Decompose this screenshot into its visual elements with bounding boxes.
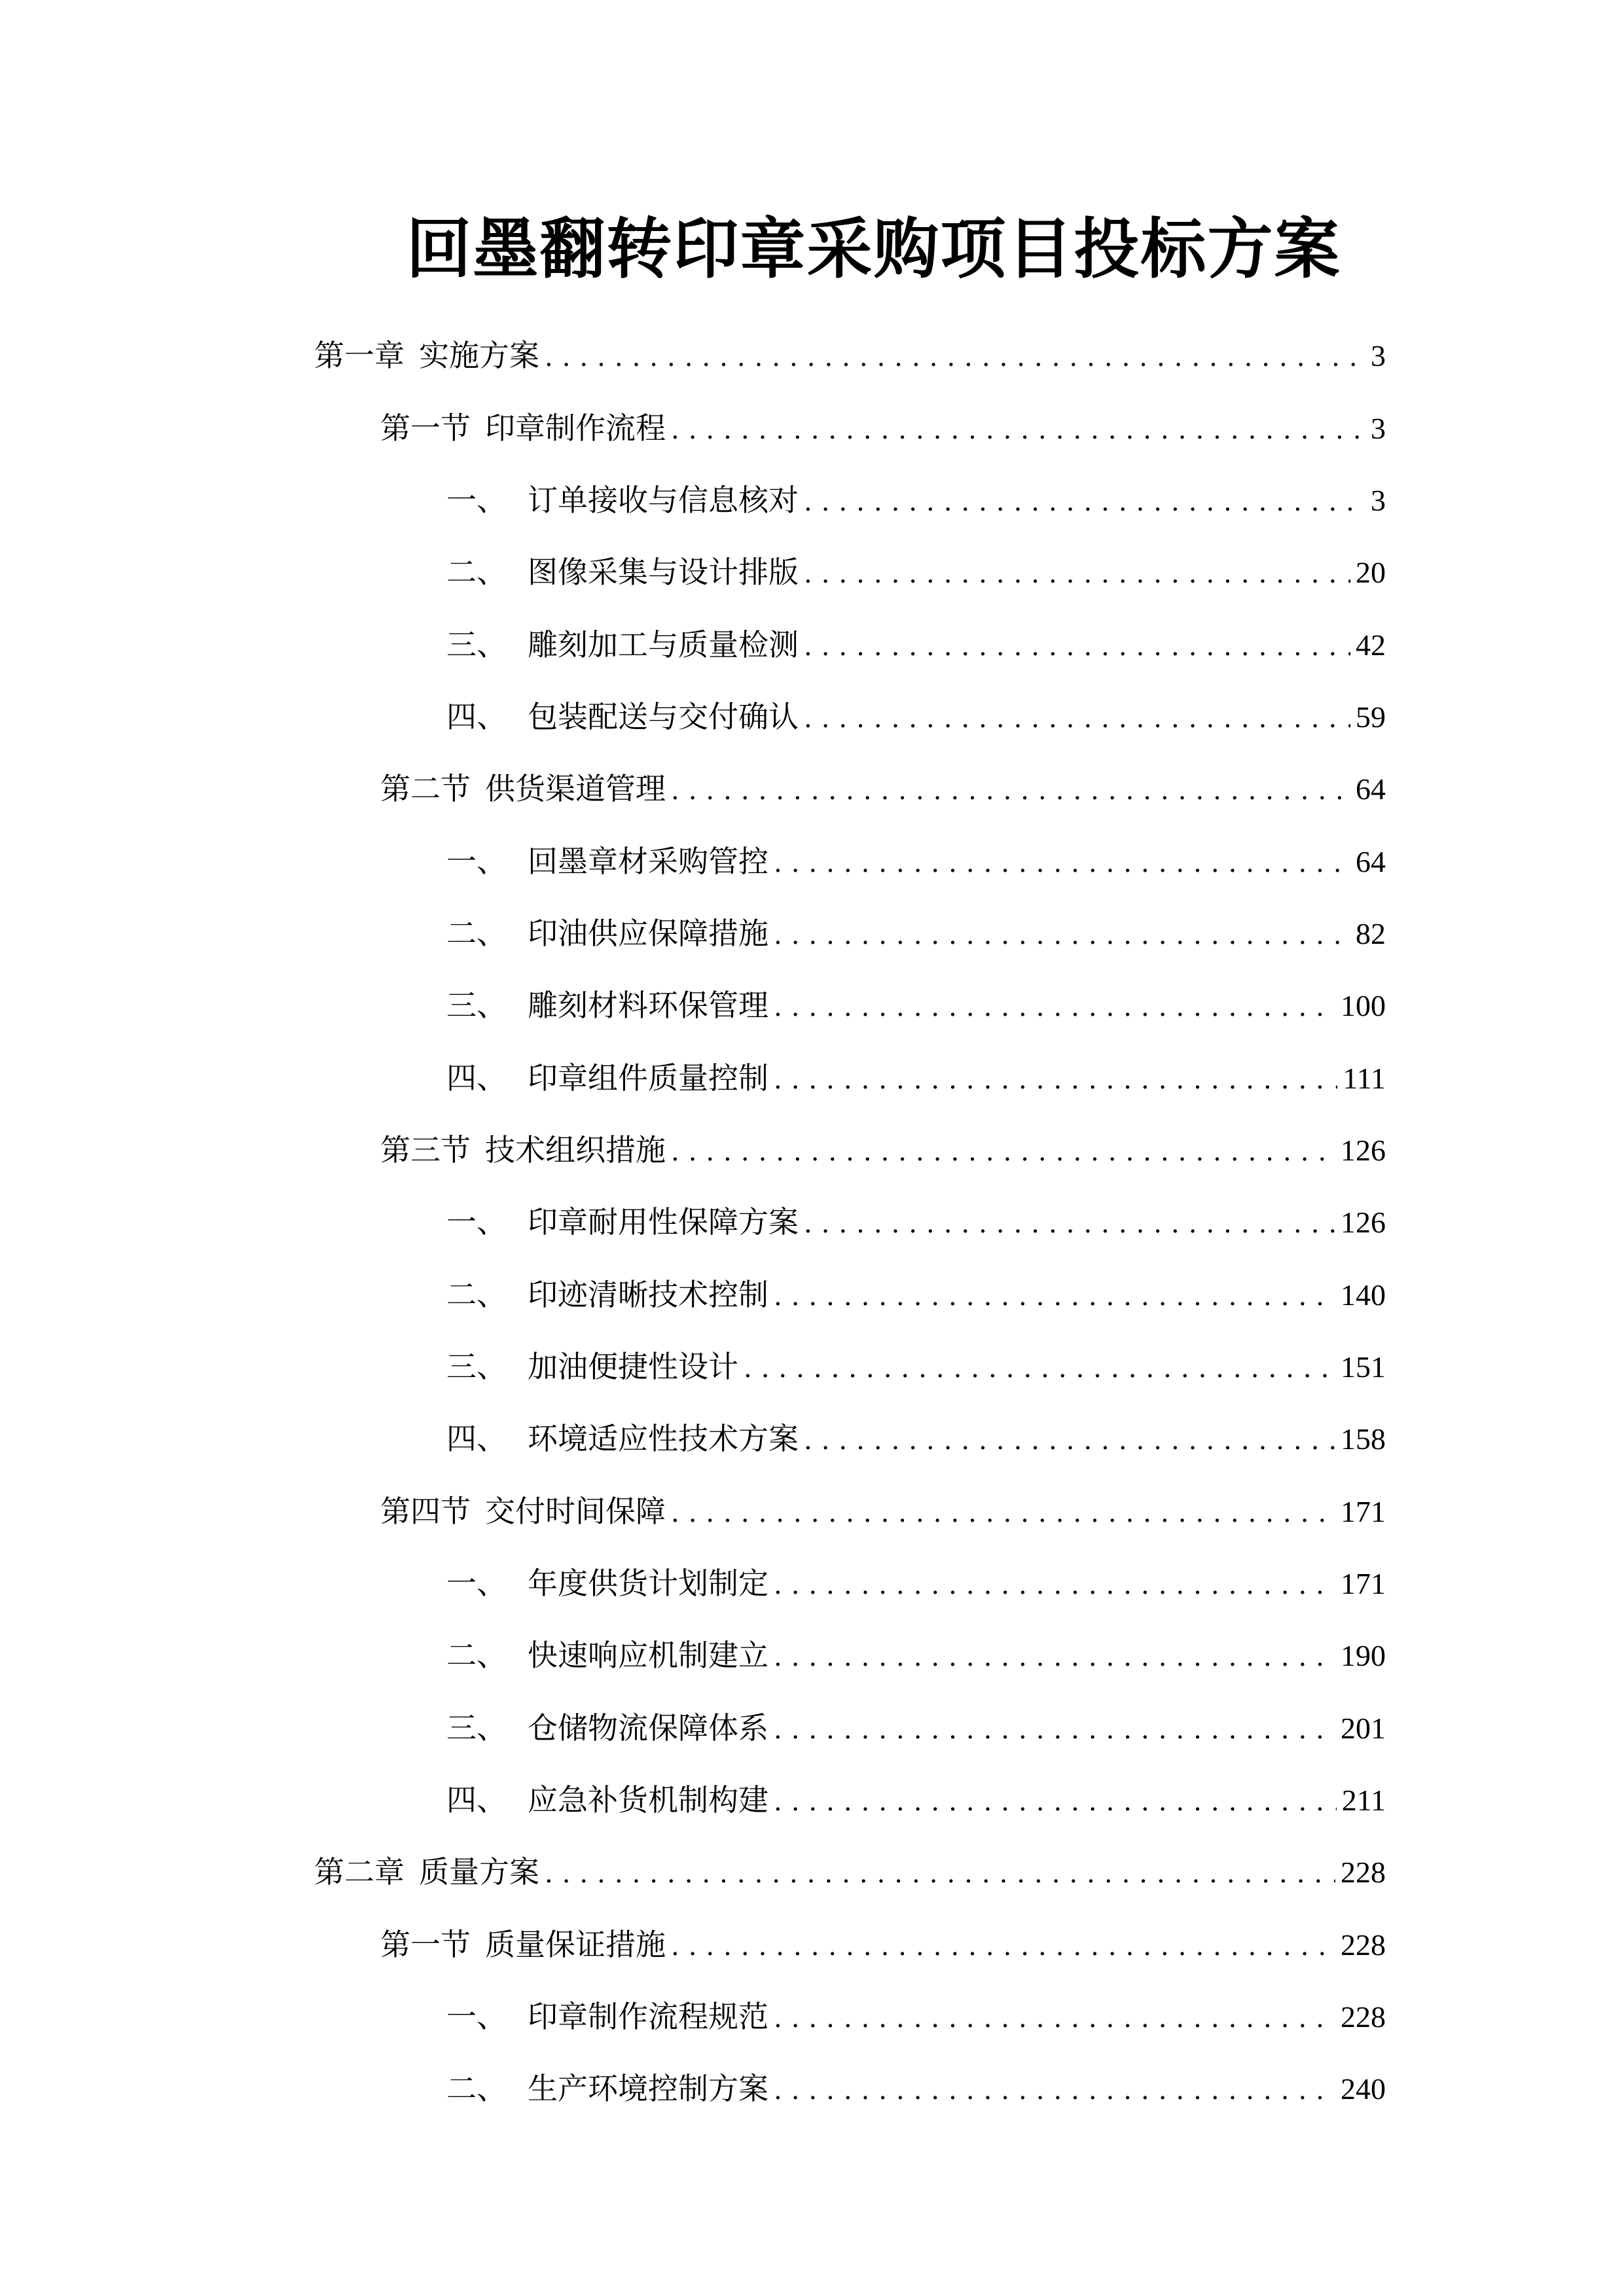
- dot-leader: [774, 848, 1350, 878]
- toc-entry-number: 三、: [446, 626, 507, 662]
- toc-subsection-entry[interactable]: [0, 1762, 1624, 1834]
- toc-entry-content: [446, 1415, 1386, 1458]
- toc-entry-page: 190: [1341, 1639, 1386, 1673]
- toc-entry-page: 171: [1341, 1567, 1386, 1601]
- toc-section-entry[interactable]: [0, 1473, 1624, 1545]
- toc-entry-number: 一、: [446, 843, 507, 879]
- toc-entry-label: 包装配送与交付确认: [528, 698, 799, 734]
- dot-leader: [545, 342, 1365, 372]
- toc-entry-number: 第二节: [380, 771, 471, 807]
- toc-entry-page: 64: [1356, 844, 1386, 878]
- toc-entry-page: 3: [1371, 339, 1386, 373]
- toc-entry-content: [446, 838, 1386, 881]
- dot-leader: [774, 1282, 1335, 1312]
- toc-entry-content: [446, 693, 1386, 736]
- toc-section-entry[interactable]: [0, 751, 1624, 823]
- toc-entry-number: 第一章: [314, 338, 405, 374]
- dot-leader: [744, 1354, 1335, 1384]
- toc-entry-page: 100: [1341, 989, 1386, 1023]
- toc-entry-number: 三、: [446, 988, 507, 1024]
- toc-entry-label: 环境适应性技术方案: [528, 1421, 799, 1457]
- toc-entry-number: 二、: [446, 1276, 507, 1312]
- toc-entry-content: [446, 1054, 1386, 1098]
- toc-section-entry[interactable]: [0, 1907, 1624, 1979]
- toc-entry-number: 第三节: [380, 1132, 471, 1168]
- toc-entry-page: 82: [1356, 916, 1386, 950]
- toc-entry-label: 印迹清晰技术控制: [528, 1276, 768, 1312]
- dot-leader: [804, 487, 1365, 517]
- toc-entry-page: 201: [1341, 1711, 1386, 1745]
- toc-entry-content: [446, 982, 1386, 1025]
- toc-entry-content: [380, 1126, 1386, 1170]
- toc-entry-label: 技术组织措施: [485, 1132, 666, 1168]
- toc-entry-page: 228: [1341, 2000, 1386, 2034]
- toc-entry-content: [446, 2065, 1386, 2108]
- dot-leader: [774, 1642, 1335, 1672]
- toc-entry-number: 一、: [446, 1566, 507, 1602]
- toc-entry-number: 第一节: [380, 410, 471, 446]
- toc-entry-content: [446, 1343, 1386, 1386]
- toc-subsection-entry[interactable]: [0, 1184, 1624, 1256]
- toc-subsection-entry[interactable]: [0, 2051, 1624, 2123]
- toc-subsection-entry[interactable]: [0, 534, 1624, 606]
- toc-entry-page: 158: [1341, 1422, 1386, 1456]
- toc-entry-number: 四、: [446, 1421, 507, 1457]
- toc-entry-number: 第一节: [380, 1926, 471, 1962]
- dot-leader: [774, 1787, 1337, 1817]
- dot-leader: [671, 776, 1350, 806]
- toc-entry-number: 四、: [446, 1060, 507, 1096]
- toc-entry-number: 三、: [446, 1348, 507, 1384]
- toc-entry-content: [446, 910, 1386, 953]
- toc-entry-number: 二、: [446, 1638, 507, 1674]
- dot-leader: [804, 632, 1350, 662]
- toc-subsection-entry[interactable]: [0, 1039, 1624, 1111]
- toc-entry-page: 20: [1356, 556, 1386, 590]
- dot-leader: [804, 704, 1350, 734]
- document-title: 回墨翻转印章采购项目投标方案: [406, 210, 1341, 287]
- toc-entry-label: 仓储物流保障体系: [528, 1710, 768, 1746]
- toc-entry-page: 228: [1341, 1856, 1386, 1890]
- toc-chapter-entry[interactable]: [0, 1834, 1624, 1906]
- toc-entry-page: 3: [1371, 411, 1386, 445]
- dot-leader: [774, 1715, 1335, 1745]
- toc-entry-content: [380, 1921, 1386, 1964]
- toc-entry-number: 四、: [446, 1782, 507, 1818]
- dot-leader: [671, 1498, 1335, 1528]
- toc-entry-content: [446, 1632, 1386, 1675]
- toc-entry-label: 实施方案: [419, 338, 539, 374]
- toc-entry-content: [446, 1198, 1386, 1242]
- toc-subsection-entry[interactable]: [0, 823, 1624, 895]
- toc-subsection-entry[interactable]: [0, 1545, 1624, 1617]
- toc-subsection-entry[interactable]: [0, 1401, 1624, 1473]
- toc-entry-number: 二、: [446, 915, 507, 951]
- toc-entry-number: 一、: [446, 1999, 507, 2035]
- toc-entry-number: 四、: [446, 698, 507, 734]
- toc-entry-content: [446, 1560, 1386, 1603]
- toc-subsection-entry[interactable]: [0, 895, 1624, 967]
- toc-entry-content: [446, 1993, 1386, 2036]
- toc-entry-number: 二、: [446, 554, 507, 590]
- dot-leader: [774, 1570, 1335, 1600]
- dot-leader: [804, 1426, 1335, 1456]
- toc-subsection-entry[interactable]: [0, 967, 1624, 1039]
- toc-entry-label: 订单接收与信息核对: [528, 482, 799, 518]
- toc-entry-page: 126: [1341, 1133, 1386, 1167]
- toc-section-entry[interactable]: [0, 389, 1624, 461]
- toc-entry-content: [314, 332, 1386, 375]
- table-of-contents: [0, 317, 1624, 2123]
- toc-entry-label: 快速响应机制建立: [528, 1638, 768, 1674]
- toc-entry-page: 126: [1341, 1206, 1386, 1240]
- toc-entry-page: 151: [1341, 1350, 1386, 1384]
- toc-entry-content: [446, 621, 1386, 664]
- toc-subsection-entry[interactable]: [0, 1690, 1624, 1762]
- toc-entry-label: 雕刻材料环保管理: [528, 988, 768, 1024]
- toc-section-entry[interactable]: [0, 1112, 1624, 1184]
- toc-entry-content: [380, 1488, 1386, 1531]
- dot-leader: [774, 992, 1335, 1022]
- toc-entry-label: 雕刻加工与质量检测: [528, 626, 799, 662]
- dot-leader: [671, 1931, 1335, 1962]
- toc-entry-label: 图像采集与设计排版: [528, 554, 799, 590]
- toc-entry-page: 171: [1341, 1494, 1386, 1528]
- toc-entry-label: 加油便捷性设计: [528, 1348, 738, 1384]
- dot-leader: [774, 1065, 1337, 1095]
- toc-entry-label: 印油供应保障措施: [528, 915, 768, 951]
- toc-entry-content: [380, 765, 1386, 808]
- toc-entry-content: [380, 404, 1386, 448]
- toc-entry-number: 第四节: [380, 1493, 471, 1529]
- toc-entry-label: 供货渠道管理: [485, 771, 666, 807]
- dot-leader: [774, 2075, 1335, 2106]
- toc-entry-label: 生产环境控制方案: [528, 2071, 768, 2107]
- toc-subsection-entry[interactable]: [0, 1256, 1624, 1328]
- dot-leader: [545, 1859, 1335, 1889]
- toc-entry-label: 质量方案: [419, 1854, 539, 1890]
- toc-entry-page: 211: [1341, 1784, 1386, 1818]
- toc-entry-content: [446, 548, 1386, 592]
- toc-entry-page: 64: [1356, 772, 1386, 806]
- toc-entry-page: 3: [1371, 483, 1386, 517]
- toc-entry-label: 印章制作流程规范: [528, 1999, 768, 2035]
- toc-entry-label: 印章制作流程: [485, 410, 666, 446]
- toc-entry-number: 一、: [446, 482, 507, 518]
- toc-entry-page: 59: [1356, 700, 1386, 734]
- toc-entry-content: [446, 1776, 1386, 1820]
- toc-subsection-entry[interactable]: [0, 1329, 1624, 1401]
- toc-entry-label: 质量保证措施: [485, 1926, 666, 1962]
- toc-entry-page: 42: [1356, 628, 1386, 662]
- toc-entry-page: 111: [1343, 1061, 1386, 1095]
- toc-entry-number: 第二章: [314, 1854, 405, 1890]
- toc-entry-label: 交付时间保障: [485, 1493, 666, 1529]
- dot-leader: [774, 2003, 1335, 2034]
- toc-entry-content: [446, 1271, 1386, 1314]
- dot-leader: [774, 920, 1350, 950]
- toc-subsection-entry[interactable]: [0, 679, 1624, 751]
- toc-entry-number: 一、: [446, 1204, 507, 1240]
- toc-entry-number: 二、: [446, 2071, 507, 2107]
- toc-subsection-entry[interactable]: [0, 1979, 1624, 2051]
- toc-entry-content: [446, 1704, 1386, 1748]
- toc-entry-content: [446, 476, 1386, 520]
- toc-entry-label: 年度供货计划制定: [528, 1566, 768, 1602]
- toc-subsection-entry[interactable]: [0, 606, 1624, 678]
- toc-entry-page: 140: [1341, 1278, 1386, 1312]
- toc-entry-number: 三、: [446, 1710, 507, 1746]
- toc-chapter-entry[interactable]: [0, 317, 1624, 389]
- toc-subsection-entry[interactable]: [0, 1617, 1624, 1689]
- dot-leader: [804, 559, 1350, 589]
- toc-entry-page: 240: [1341, 2072, 1386, 2106]
- toc-entry-label: 回墨章材采购管控: [528, 843, 768, 879]
- toc-entry-label: 印章耐用性保障方案: [528, 1204, 799, 1240]
- toc-entry-label: 印章组件质量控制: [528, 1060, 768, 1096]
- toc-entry-page: 228: [1341, 1928, 1386, 1962]
- dot-leader: [671, 1137, 1335, 1167]
- toc-entry-label: 应急补货机制构建: [528, 1782, 768, 1818]
- toc-subsection-entry[interactable]: [0, 462, 1624, 534]
- dot-leader: [671, 415, 1365, 445]
- toc-entry-content: [314, 1848, 1386, 1892]
- dot-leader: [804, 1209, 1335, 1239]
